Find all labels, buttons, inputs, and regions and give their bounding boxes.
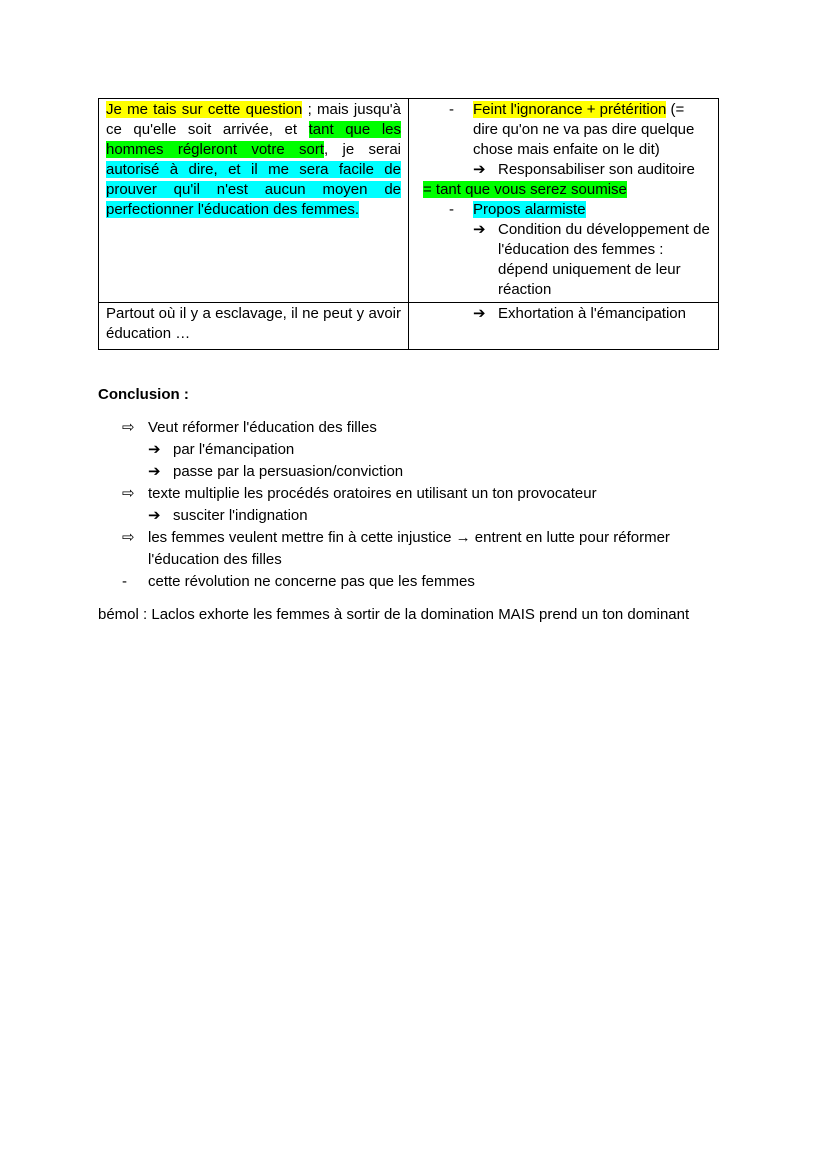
highlight-green: tant que les hommes régleront votre sort bbox=[106, 121, 402, 158]
hollow-arrow-icon: ⇨ bbox=[122, 485, 135, 502]
analysis-text: Responsabiliser son auditoire bbox=[498, 161, 695, 178]
conclusion-list bbox=[98, 417, 738, 593]
dash-bullet: - bbox=[122, 573, 127, 590]
arrow-icon: ➔ bbox=[148, 507, 161, 524]
list-item bbox=[98, 461, 738, 483]
highlight-cyan: autorisé à dire, et il me sera facile de prouver qu'il n'est aucun moyen de perfectionner l'éducation des femmes. bbox=[106, 161, 401, 218]
quote-text: ; mais jusqu'à ce qu'elle soit arrivée, et bbox=[106, 101, 401, 138]
conclusion-text: passe par la persuasion/conviction bbox=[173, 463, 404, 480]
conclusion-heading: Conclusion : bbox=[98, 386, 189, 403]
list-item bbox=[98, 483, 738, 505]
list-item bbox=[98, 571, 738, 593]
quote-cell: Partout où il y a esclavage, il ne peut y avoir éducation … bbox=[99, 303, 409, 350]
dash-bullet: - bbox=[449, 201, 454, 218]
analysis-cell bbox=[409, 303, 719, 350]
analysis-text: (= dire qu'on ne va pas dire quelque chose mais enfaite on le dit) bbox=[473, 101, 695, 158]
list-item bbox=[98, 439, 738, 461]
analysis-table bbox=[98, 98, 719, 350]
arrow-item bbox=[473, 304, 711, 324]
conclusion-text: Veut réformer l'éducation des filles bbox=[148, 419, 377, 436]
arrow-icon: ➔ bbox=[148, 441, 161, 458]
list-item bbox=[423, 180, 711, 200]
hollow-arrow-icon: ⇨ bbox=[122, 419, 135, 436]
highlight-green: = tant que vous serez soumise bbox=[423, 181, 627, 198]
list-item bbox=[98, 527, 738, 571]
quote-cell bbox=[99, 99, 409, 303]
arrow-icon: ➔ bbox=[473, 221, 486, 238]
arrow-icon: ➔ bbox=[148, 463, 161, 480]
arrow-icon: ➔ bbox=[473, 305, 486, 322]
arrow-item bbox=[473, 220, 711, 300]
dash-bullet: - bbox=[449, 101, 454, 118]
arrow-icon: ➔ bbox=[473, 161, 486, 178]
quote-text: , je serai bbox=[324, 141, 401, 158]
list-item bbox=[98, 417, 738, 439]
list-item bbox=[416, 100, 711, 160]
highlight-yellow: Feint l'ignorance + prétérition bbox=[473, 101, 667, 118]
highlight-cyan: Propos alarmiste bbox=[473, 201, 586, 218]
conclusion-text: les femmes veulent mettre fin à cette injustice → entrent en lutte pour réformer l'éducation des filles bbox=[148, 529, 670, 568]
conclusion-text: cette révolution ne concerne pas que les femmes bbox=[148, 573, 475, 590]
arrow-item bbox=[473, 160, 711, 180]
conclusion-text: susciter l'indignation bbox=[173, 507, 308, 524]
analysis-text: Condition du développement de l'éducation des femmes : dépend uniquement de leur réaction bbox=[498, 221, 710, 298]
table-row bbox=[99, 99, 719, 303]
analysis-text: Exhortation à l'émancipation bbox=[498, 305, 686, 322]
bemol-note: bémol : Laclos exhorte les femmes à sortir de la domination MAIS prend un ton dominant bbox=[98, 606, 690, 623]
table-row bbox=[99, 303, 719, 350]
conclusion-text: par l'émancipation bbox=[173, 441, 295, 458]
list-item bbox=[98, 505, 738, 527]
hollow-arrow-icon: ⇨ bbox=[122, 529, 135, 546]
list-item bbox=[416, 200, 711, 220]
analysis-cell bbox=[409, 99, 719, 303]
conclusion-text: texte multiplie les procédés oratoires en utilisant un ton provocateur bbox=[148, 485, 597, 502]
highlight-yellow: Je me tais sur cette question bbox=[106, 101, 303, 118]
